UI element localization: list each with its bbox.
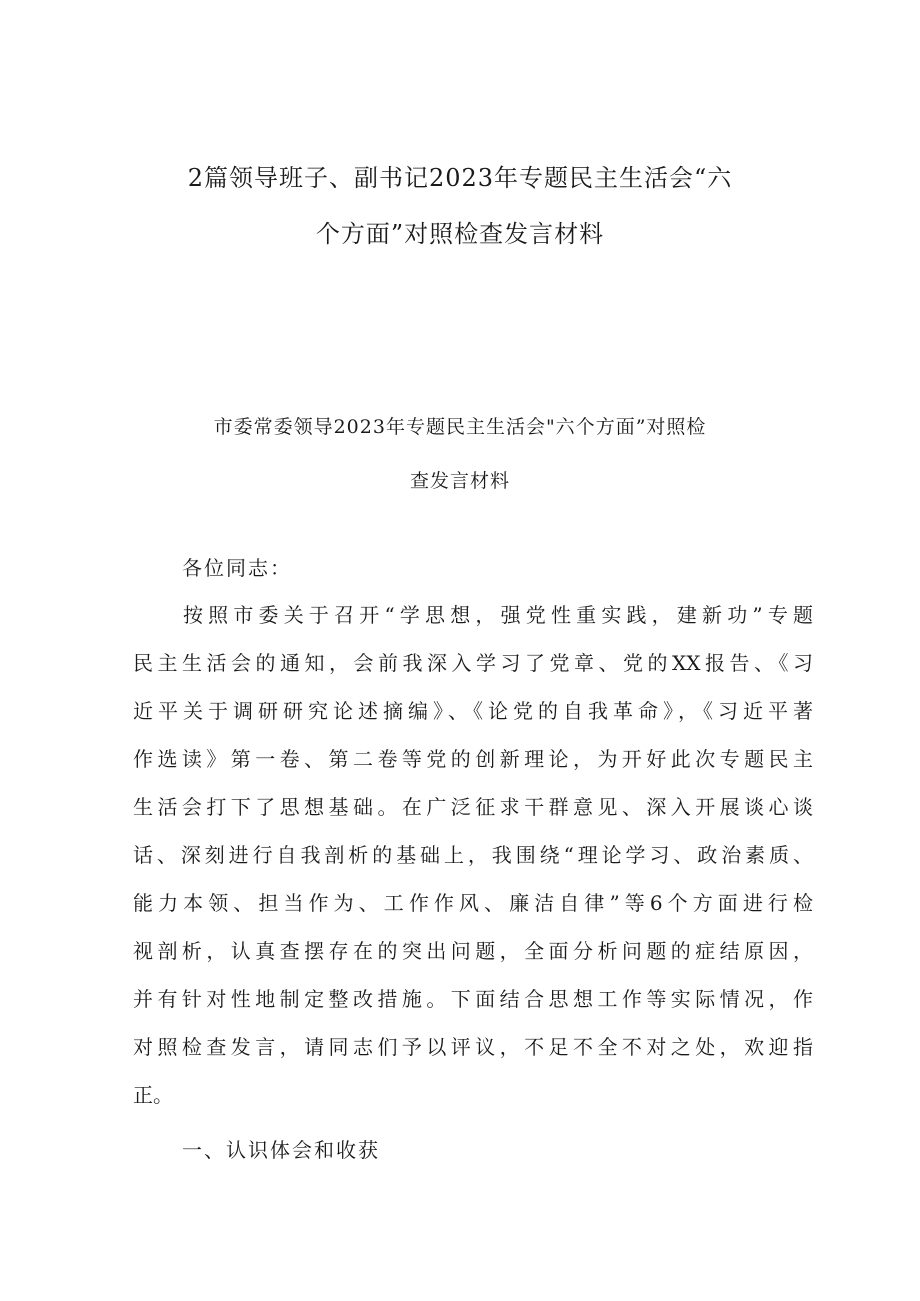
- body-line: 民主生活会的通知，会前我深入学习了党章、党的XX报告、《习: [133, 651, 813, 675]
- body-line: 话、深刻进行自我剖析的基础上，我围绕“理论学习、政治素质、: [133, 843, 813, 867]
- body-line: 正。: [133, 1083, 173, 1107]
- document-title-line: 2篇领导班子、副书记2023年专题民主生活会“六: [187, 164, 733, 192]
- body-line: 对照检查发言，请同志们予以评议，不足不全不对之处，欢迎指: [133, 1035, 813, 1059]
- salutation: 各位同志：: [182, 556, 292, 580]
- body-line: 并有针对性地制定整改措施。下面结合思想工作等实际情况，作: [133, 987, 813, 1011]
- body-line: 能力本领、担当作为、工作作风、廉洁自律”等6个方面进行检: [133, 891, 813, 915]
- body-line: 近平关于调研研究论述摘编》、《论党的自我革命》，《习近平著: [133, 699, 813, 723]
- section-heading: 一、认识体会和收获: [182, 1138, 380, 1162]
- body-line: 按照市委关于召开“学思想，强党性重实践，建新功”专题: [183, 603, 813, 627]
- speech-title-line: 市委常委领导2023年专题民主生活会"六个方面”对照检: [213, 416, 707, 438]
- body-line: 作选读》第一卷、第二卷等党的创新理论，为开好此次专题民主: [133, 747, 813, 771]
- speech-title-line: 查发言材料: [409, 470, 510, 492]
- body-line: 视剖析，认真查摆存在的突出问题，全面分析问题的症结原因，: [133, 939, 813, 963]
- speech-title: [110, 400, 810, 508]
- document-title-line: 个方面”对照检查发言材料: [315, 220, 605, 248]
- document-title: [110, 150, 810, 262]
- body-paragraph: [133, 591, 813, 1119]
- body-line: 生活会打下了思想基础。在广泛征求干群意见、深入开展谈心谈: [133, 795, 813, 819]
